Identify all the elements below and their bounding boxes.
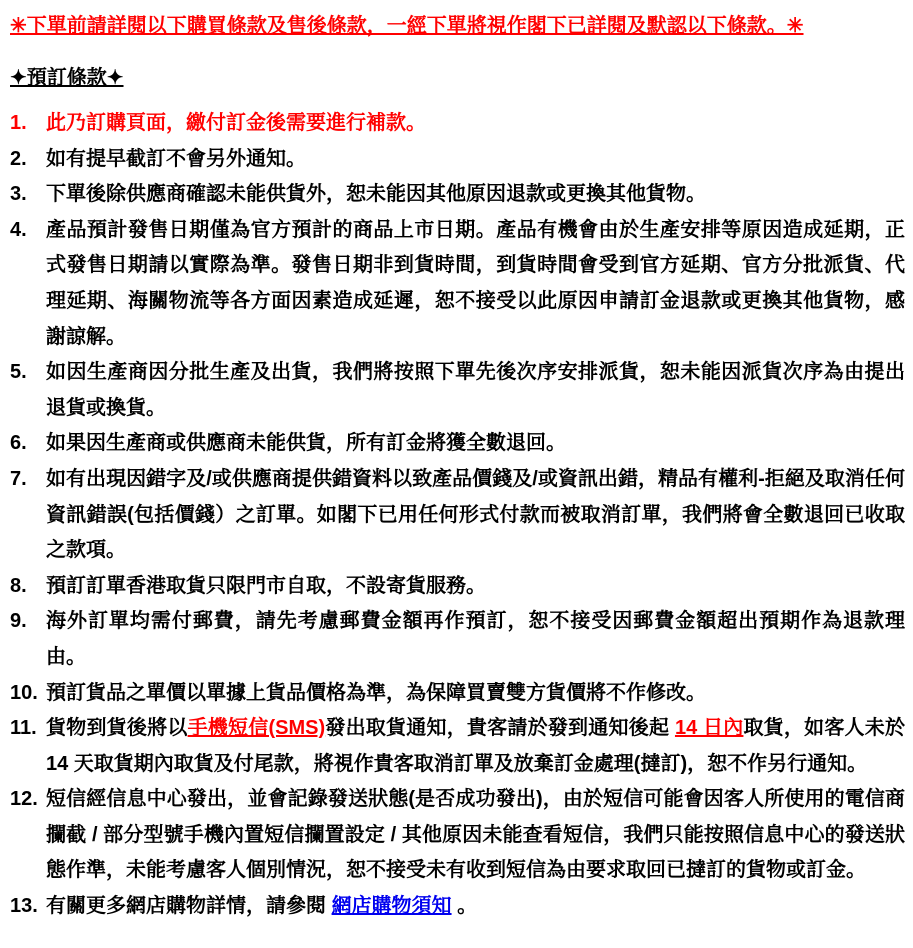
term-text bbox=[46, 889, 905, 925]
term-number: 10. bbox=[10, 681, 38, 704]
term-segment: 。 bbox=[451, 895, 478, 918]
term-segment: 預訂貨品之單價以單據上貨品價格為準，為保障買賣雙方貨價將不作修改。 bbox=[46, 681, 706, 704]
term-segment: 海外訂單均需付郵費，請先考慮郵費金額再作預訂，恕不接受因郵費金額超出預期作為退款理由。 bbox=[46, 610, 905, 668]
term-text bbox=[46, 462, 905, 569]
term-segment: 如果因生產商或供應商未能供貨，所有訂金將獲全數退回。 bbox=[46, 432, 566, 455]
term-number: 8. bbox=[10, 574, 27, 597]
term-segment: 有關更多網店購物詳情，請參閱 bbox=[46, 895, 332, 918]
term-segment: 如有出現因錯字及/或供應商提供錯資料以致產品價錢及/或資訊出錯，精品有權利-拒絕及取消任何資訊錯誤(包括價錢）之訂單。如閣下已用任何形式付款而被取消訂單，我們將會全數退回已收取之款項。 bbox=[46, 467, 905, 562]
term-segment: 如有提早截訂不會另外通知。 bbox=[46, 147, 306, 170]
shop-notice-link[interactable]: 網店購物須知 bbox=[331, 895, 452, 918]
term-item-6 bbox=[10, 426, 905, 462]
term-number: 4. bbox=[10, 218, 27, 241]
term-text bbox=[46, 355, 905, 426]
term-segment: 短信經信息中心發出，並會記錄發送狀態(是否成功發出)，由於短信可能會因客人所使用的電信商攔截 / 部分型號手機內置短信攔置設定 / 其他原因未能查看短信，我們只能按照信息中心的發送狀態作準，未能考慮客人個別情況，恕不接受未有收到短信為由要求取回已撻訂的貨物或訂金。 bbox=[46, 788, 905, 882]
term-number: 1. bbox=[10, 112, 27, 134]
preorder-terms-section-title: ✦預訂條款✦ bbox=[10, 67, 124, 89]
term-text bbox=[46, 711, 905, 782]
term-segment: 如因生產商因分批生產及出貨，我們將按照下單先後次序安排派貨，恕未能因派貨次序為由提出退貨或換貨。 bbox=[46, 361, 905, 419]
term-number: 11. bbox=[10, 717, 37, 740]
term-text bbox=[46, 426, 905, 462]
purchase-terms-header: ✳下單前請詳閱以下購買條款及售後條款，一經下單將視作閣下已詳閱及默認以下條款。✳ bbox=[10, 15, 804, 37]
term-text bbox=[46, 142, 905, 178]
term-segment: 下單後除供應商確認未能供貨外，恕未能因其他原因退款或更換其他貨物。 bbox=[46, 183, 706, 206]
term-number: 9. bbox=[10, 610, 27, 633]
term-text bbox=[46, 177, 905, 213]
term-number: 2. bbox=[10, 147, 27, 170]
term-segment: 貨物到貨後將以 bbox=[46, 717, 188, 740]
term-segment: 發出取貨通知，貴客請於發到通知後起 bbox=[325, 717, 675, 740]
term-segment: 預訂訂單香港取貨只限門市自取，不設寄貨服務。 bbox=[46, 574, 486, 597]
term-number: 13. bbox=[10, 895, 38, 918]
term-text bbox=[46, 569, 905, 605]
term-item-10 bbox=[10, 676, 905, 712]
term-item-2 bbox=[10, 142, 905, 178]
term-text bbox=[46, 106, 905, 142]
term-item-7 bbox=[10, 462, 905, 569]
highlighted-text: 手機短信(SMS) bbox=[187, 717, 326, 740]
term-text bbox=[46, 676, 905, 712]
term-text bbox=[46, 213, 905, 355]
highlighted-text: 14 日內 bbox=[674, 717, 744, 740]
term-segment: 此乃訂購頁面，繳付訂金後需要進行補款。 bbox=[46, 112, 426, 134]
term-item-12 bbox=[10, 782, 905, 889]
term-text bbox=[46, 782, 905, 889]
term-item-1 bbox=[10, 106, 905, 142]
term-item-5 bbox=[10, 355, 905, 426]
terms-list bbox=[10, 106, 905, 925]
term-segment: 取貨，如客人未於 14 天取貨期內取貨及付尾款，將視作貴客取消訂單及放棄訂金處理(撻訂)，恕不作另行通知。 bbox=[46, 717, 906, 775]
term-item-9 bbox=[10, 604, 905, 675]
term-text bbox=[46, 604, 905, 675]
term-segment: 產品預計發售日期僅為官方預計的商品上市日期。產品有機會由於生產安排等原因造成延期，正式發售日期請以實際為準。發售日期非到貨時間，到貨時間會受到官方延期、官方分批派貨、代理延期、海關物流等各方面因素造成延遲，恕不接受以此原因申請訂金退款或更換其他貨物，感謝諒解。 bbox=[46, 218, 905, 348]
term-number: 3. bbox=[10, 183, 27, 206]
term-number: 12. bbox=[10, 788, 38, 811]
term-item-11 bbox=[10, 711, 905, 782]
term-item-3 bbox=[10, 177, 905, 213]
term-number: 6. bbox=[10, 432, 27, 455]
term-number: 5. bbox=[10, 361, 27, 384]
term-item-4 bbox=[10, 213, 905, 355]
term-item-8 bbox=[10, 569, 905, 605]
term-number: 7. bbox=[10, 467, 27, 490]
term-item-13 bbox=[10, 889, 905, 925]
